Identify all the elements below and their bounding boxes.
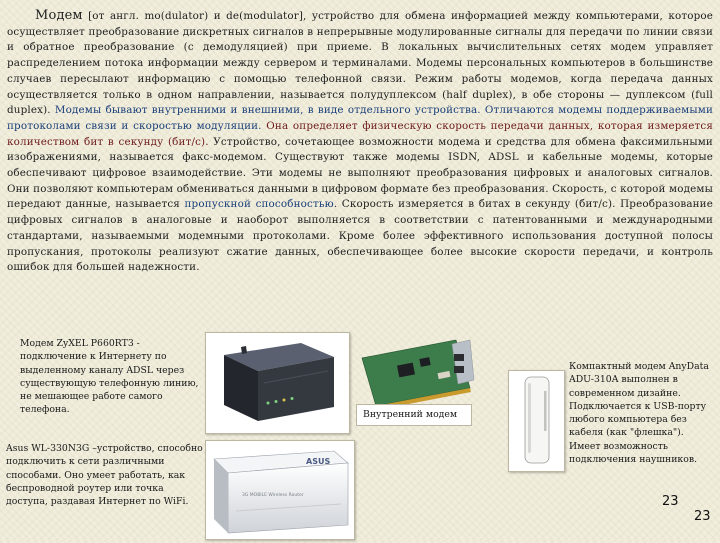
zyxel-modem-image	[205, 332, 350, 434]
anydata-caption: Компактный модем AnyData ADU-310A выполнен в современном дизайне. Подключается к USB-порту любого компьютера без кабеля (как "флешка"). Имеет возможность подключения наушников.	[569, 361, 709, 466]
internal-modem-label-box	[356, 404, 472, 426]
highlight-bandwidth-term: пропускной способностью	[184, 198, 334, 211]
zyxel-caption: Модем ZyXEL P660RT3 - подключение к Интернету по выделенному каналу ADSL через существующую телефонную линию, не мешающее работе самого телефона.	[20, 338, 199, 416]
asus-router-image	[205, 440, 355, 540]
highlight-modem-types: Модемы бывают внутренними и внешними, в виде отдельного устройства. Отличаются модемы поддерживаемыми протоколами связи и скоростью модуляции.	[7, 104, 713, 132]
page-number: 23	[662, 494, 679, 509]
asus-brand-label: ASUS	[306, 457, 331, 466]
paragraph-part-2: Устройство, сочетающее возможности модема и средства для обмена факсимильными изображениями, называется факс-модемом. Существуют также модемы ISDN, ADSL и кабельные модемы, которые обеспечивают цифровое взаимодействие. Эти модемы не выполняют преобразования цифровых и аналоговых сигналов. Они позволяют компьютерам обмениваться данными в цифровом формате без преобразования. Скорость, с которой модемы передают данные, называется	[7, 135, 713, 211]
main-paragraph	[7, 8, 713, 276]
asus-model-label: 3G MOBILE Wireless Router	[242, 493, 304, 498]
paragraph-part-1: [от англ. mo(dulator) и de(modulator], устройство для обмена информацией между компьютерами, которое осуществляет преобразование дискретных сигналов в непрерывные модулированные сигналы для передачи по линии связи и обратное преобразование (с демодуляцией) при приеме. В локальных вычислительных сетях модем управляет распределением потока информации между сервером и терминалами. Модемы персональных компьютеров в большинстве случаев пересылают информацию с помощью телефонной связи. Режим работы модемов, когда передача данных осуществляется только в одном направлении, называется полудуплексом (half duplex), в обе стороны — дуплексом (full duplex).	[7, 10, 713, 117]
anydata-modem-drawing	[509, 371, 564, 471]
internal-modem-caption: Внутренний модем	[363, 409, 458, 420]
anydata-modem-image	[508, 370, 565, 472]
asus-router-drawing	[206, 441, 354, 539]
highlight-speed-definition: Она определяет физическую скорость передачи данных, которая измеряется количеством бит в секунду (бит/с).	[7, 119, 713, 148]
page-number-corner: 23	[694, 509, 711, 524]
asus-caption: Asus WL-330N3G –устройство, способно подключить к сети различными способами. Оно умеет работать, как беспроводной роутер или точка доступа, раздавая Интернет по WiFi.	[6, 443, 203, 508]
paragraph-part-3: . Скорость измеряется в битах в секунду (бит/с). Преобразование цифровых сигналов в аналоговые и наоборот выполняется в соответствии с патентованными и международными стандартами, называемыми модемными протоколами. Кроме более эффективного использования доступной полосы пропускания, протоколы реализуют сжатие данных, обеспечивающее более высокие скорости передачи, и контроль ошибок для большей надежности.	[7, 198, 713, 274]
zyxel-modem-drawing	[206, 333, 349, 433]
term-modem: Модем	[35, 8, 83, 23]
